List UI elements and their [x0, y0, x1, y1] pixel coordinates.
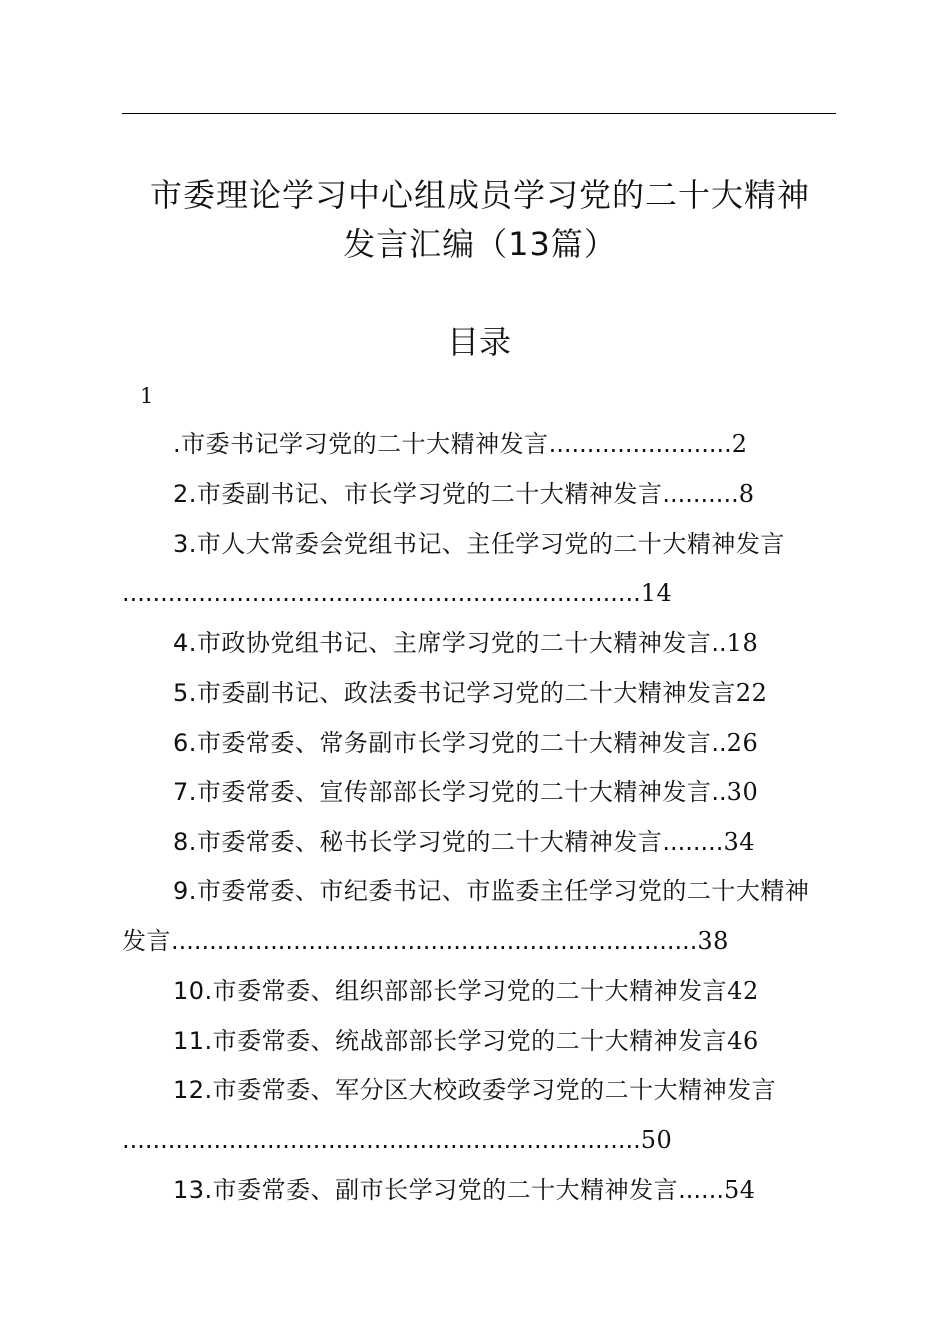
toc-entry[interactable] — [173, 1074, 776, 1106]
toc-page-number: 8 — [738, 480, 755, 508]
toc-leader: .. — [711, 729, 727, 757]
toc-entry-text: 13.市委常委、副市长学习党的二十大精神发言 — [173, 1176, 679, 1204]
toc-page-number: 26 — [726, 729, 759, 757]
toc-entry[interactable] — [173, 875, 809, 907]
toc-page-number: 38 — [697, 927, 729, 955]
toc-entry-continuation[interactable] — [122, 1124, 672, 1156]
document-title-line-1: 市委理论学习中心组成员学习党的二十大精神 — [149, 176, 810, 214]
toc-entry-text: 12.市委常委、军分区大校政委学习党的二十大精神发言 — [173, 1076, 777, 1104]
toc-entry[interactable] — [173, 478, 754, 510]
header-rule — [122, 113, 836, 114]
toc-entry-text: .市委书记学习党的二十大精神发言 — [173, 430, 549, 458]
toc-entry[interactable] — [173, 528, 785, 560]
toc-page-number: 46 — [727, 1027, 759, 1055]
toc-heading: 目录 — [446, 323, 511, 361]
toc-entry[interactable] — [173, 727, 758, 759]
document-title-line-2: 发言汇编（13篇） — [343, 225, 617, 263]
toc-entry[interactable] — [173, 776, 758, 808]
toc-entry-continuation[interactable] — [122, 577, 672, 609]
toc-entry-text: 5.市委副书记、政法委书记学习党的二十大精神发言 — [173, 679, 736, 707]
toc-entry[interactable] — [173, 1174, 756, 1206]
toc-entry-text: 2.市委副书记、市长学习党的二十大精神发言 — [173, 480, 663, 508]
toc-leader: ...... — [678, 1176, 724, 1204]
page-marker: 1 — [140, 384, 154, 408]
toc-entry-continuation[interactable] — [122, 925, 729, 957]
toc-entry-text: 10.市委常委、组织部部长学习党的二十大精神发言 — [173, 977, 728, 1005]
toc-entry-text: 8.市委常委、秘书长学习党的二十大精神发言 — [173, 828, 663, 856]
toc-page-number: 14 — [640, 579, 673, 607]
toc-leader: ........................ — [548, 430, 732, 458]
toc-entry[interactable] — [173, 627, 758, 659]
toc-entry[interactable] — [173, 677, 767, 709]
toc-entry[interactable] — [173, 826, 755, 858]
toc-entry-text: 发言 — [122, 927, 171, 955]
toc-entry-text: 4.市政协党组书记、主席学习党的二十大精神发言 — [173, 629, 712, 657]
toc-leader: .. — [711, 629, 727, 657]
toc-entry-text: 11.市委常委、统战部部长学习党的二十大精神发言 — [173, 1027, 728, 1055]
toc-leader: ..................................................................... — [171, 927, 698, 955]
toc-page-number: 30 — [726, 778, 759, 806]
toc-entry[interactable] — [173, 1025, 759, 1057]
toc-leader: .................................................................... — [122, 1126, 641, 1154]
toc-page-number: 22 — [735, 679, 768, 707]
toc-leader: .......... — [662, 480, 739, 508]
toc-page-number: 54 — [723, 1176, 756, 1204]
toc-leader: ........ — [662, 828, 724, 856]
toc-entry[interactable] — [173, 975, 759, 1007]
toc-entry[interactable] — [173, 428, 748, 460]
toc-entry-text: 6.市委常委、常务副市长学习党的二十大精神发言 — [173, 729, 712, 757]
toc-page-number: 2 — [731, 430, 748, 458]
toc-entry-text: 3.市人大常委会党组书记、主任学习党的二十大精神发言 — [173, 530, 785, 558]
toc-entry-text: 9.市委常委、市纪委书记、市监委主任学习党的二十大精神 — [173, 877, 810, 905]
toc-leader: .................................................................... — [122, 579, 641, 607]
toc-page-number: 42 — [727, 977, 759, 1005]
toc-page-number: 50 — [640, 1126, 673, 1154]
toc-leader: .. — [711, 778, 727, 806]
toc-page-number: 34 — [723, 828, 755, 856]
toc-entry-text: 7.市委常委、宣传部部长学习党的二十大精神发言 — [173, 778, 712, 806]
toc-page-number: 18 — [726, 629, 759, 657]
